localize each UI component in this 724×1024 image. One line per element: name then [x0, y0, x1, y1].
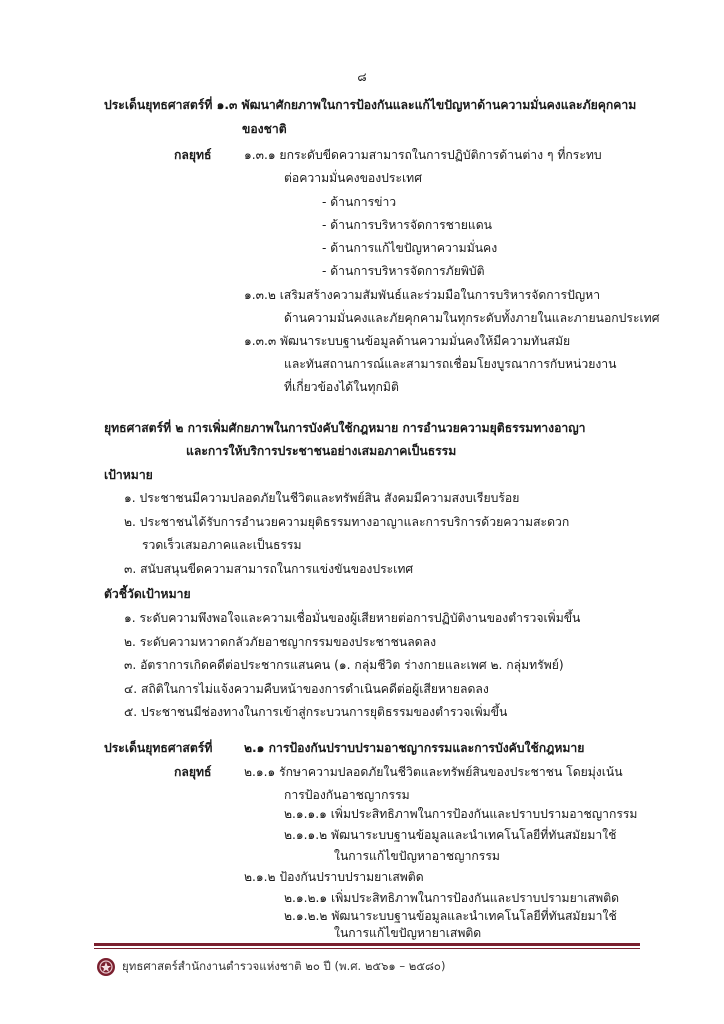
indicator-item: ๒. ระดับความหวาดกลัวภัยอาชญากรรมของประชาชนลดลง [124, 635, 437, 649]
strategy-label: กลยุทธ์ [174, 765, 212, 779]
issue-1-3-heading-cont: ของชาติ [242, 122, 287, 136]
page-number: ๘ [357, 70, 367, 84]
list-item: - ด้านการข่าว [322, 195, 397, 209]
indicator-item: ๔. สถิติในการไม่แจ้งความคืบหน้าของการดำเนินคดีต่อผู้เสียหายลดลง [124, 682, 489, 696]
strategy-1-3-3: ๑.๓.๓ พัฒนาระบบฐานข้อมูลด้านความมั่นคงให้มีความทันสมัย [244, 334, 571, 348]
strategy-2-heading-cont: และการให้บริการประชาชนอย่างเสมอภาคเป็นธรรม [186, 444, 457, 458]
list-item: - ด้านการแก้ไขปัญหาความมั่นคง [322, 241, 498, 255]
strategy-2-1-2-2-cont: ในการแก้ไขปัญหายาเสพติด [334, 926, 482, 940]
strategy-1-3-3-cont: และทันสถานการณ์และสามารถเชื่อมโยงบูรณาการกับหน่วยงาน [284, 357, 617, 371]
footer-text: ยุทธศาสตร์สำนักงานตำรวจแห่งชาติ ๒๐ ปี (พ.ศ. ๒๕๖๑ – ๒๕๘๐) [122, 959, 446, 973]
list-item: - ด้านการบริหารจัดการชายแดน [322, 218, 493, 232]
goal-item: ๑. ประชาชนมีความปลอดภัยในชีวิตและทรัพย์สิน สังคมมีความสงบเรียบร้อย [124, 491, 520, 505]
strategy-1-3-1: ๑.๓.๑ ยกระดับขีดความสามารถในการปฏิบัติการด้านต่าง ๆ ที่กระทบ [244, 148, 602, 162]
footer-rule [94, 943, 640, 946]
issue-1-3-heading: ประเด็นยุทธศาสตร์ที่ ๑.๓ พัฒนาศักยภาพในการป้องกันและแก้ไขปัญหาด้านความมั่นคงและภัยคุกคาม [104, 98, 637, 112]
strategy-1-3-1-cont: ต่อความมั่นคงของประเทศ [284, 171, 422, 185]
strategy-2-1-1-2: ๒.๑.๑.๒ พัฒนาระบบฐานข้อมูลและนำเทคโนโลยีที่ทันสมัยมาใช้ [284, 828, 617, 842]
indicators-heading: ตัวชี้วัดเป้าหมาย [104, 587, 191, 601]
strategy-1-3-3-cont: ที่เกี่ยวข้องได้ในทุกมิติ [284, 380, 399, 394]
strategy-2-heading: ยุทธศาสตร์ที่ ๒ การเพิ่มศักยภาพในการบังคับใช้กฎหมาย การอำนวยความยุติธรรมทางอาญา [104, 421, 586, 435]
strategy-2-1-1: ๒.๑.๑ รักษาความปลอดภัยในชีวิตและทรัพย์สินของประชาชน โดยมุ่งเน้น [244, 765, 623, 779]
indicator-item: ๕. ประชาชนมีช่องทางในการเข้าสู่กระบวนการยุติธรรมของตำรวจเพิ่มขึ้น [124, 705, 508, 719]
list-item: - ด้านการบริหารจัดการภัยพิบัติ [322, 264, 485, 278]
indicator-item: ๓. อัตราการเกิดคดีต่อประชากรแสนคน (๑. กลุ่มชีวิต ร่างกายและเพศ ๒. กลุ่มทรัพย์) [124, 658, 564, 672]
goal-item: ๒. ประชาชนได้รับการอำนวยความยุติธรรมทางอาญาและการบริการด้วยความสะดวก [124, 515, 570, 529]
strategy-2-1-2-2: ๒.๑.๒.๒ พัฒนาระบบฐานข้อมูลและนำเทคโนโลยีที่ทันสมัยมาใช้ [284, 909, 617, 923]
strategy-1-3-2-cont: ด้านความมั่นคงและภัยคุกคามในทุกระดับทั้งภายในและภายนอกประเทศ [284, 311, 660, 325]
goal-item-cont: รวดเร็วเสมอภาคและเป็นธรรม [142, 538, 302, 552]
strategy-2-1-1-1: ๒.๑.๑.๑ เพิ่มประสิทธิภาพในการป้องกันและปราบปรามอาชญากรรม [284, 807, 638, 821]
indicator-item: ๑. ระดับความพึงพอใจและความเชื่อมั่นของผู้เสียหายต่อการปฏิบัติงานของตำรวจเพิ่มขึ้น [124, 611, 581, 625]
strategy-2-1-1-2-cont: ในการแก้ไขปัญหาอาชญากรรม [334, 849, 500, 863]
strategy-2-1-1-cont: การป้องกันอาชญากรรม [284, 788, 410, 802]
strategy-2-1-2-1: ๒.๑.๒.๑ เพิ่มประสิทธิภาพในการป้องกันและปราบปรามยาเสพติด [284, 891, 620, 905]
police-emblem-icon [96, 957, 116, 977]
strategy-1-3-2: ๑.๓.๒ เสริมสร้างความสัมพันธ์และร่วมมือในการบริหารจัดการปัญหา [244, 288, 601, 302]
issue-2-1-label: ประเด็นยุทธศาสตร์ที่ [104, 741, 213, 755]
issue-2-1-title: ๒.๑ การป้องกันปราบปรามอาชญากรรมและการบังคับใช้กฎหมาย [244, 741, 585, 755]
goals-heading: เป้าหมาย [104, 468, 153, 482]
footer [96, 956, 445, 978]
goal-item: ๓. สนับสนุนขีดความสามารถในการแข่งขันของประเทศ [124, 562, 414, 576]
footer-rule-thin [94, 948, 640, 949]
strategy-2-1-2: ๒.๑.๒ ป้องกันปราบปรามยาเสพติด [244, 870, 424, 884]
strategy-label: กลยุทธ์ [174, 148, 212, 162]
